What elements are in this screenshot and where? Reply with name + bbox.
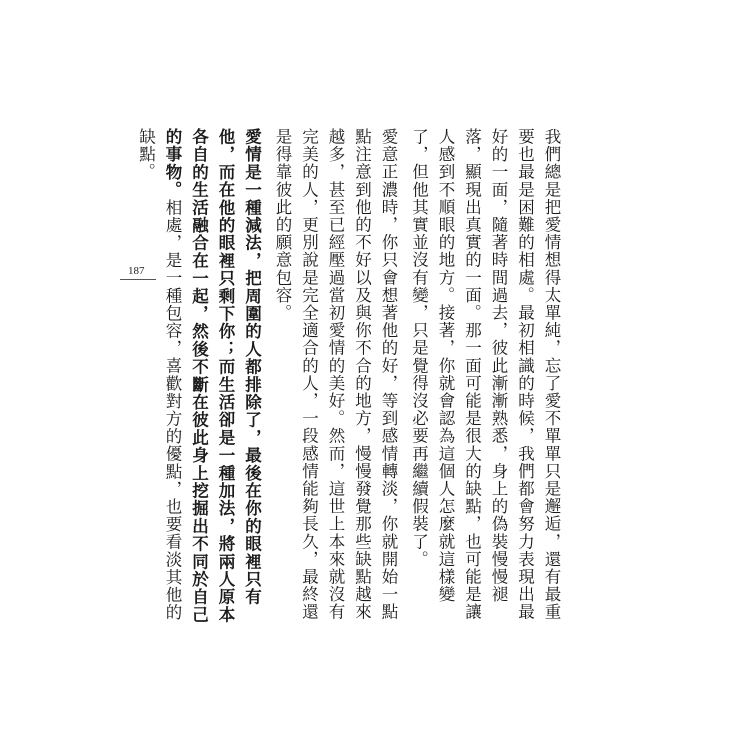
paragraph-3-bold-text: 愛情是一種減法，把周圍的人都排除了，最後在你的眼裡只有他，而在他的眼裡只剩下你；而生活卻是一種加法，將兩人原本各自的生活融合在一起，然後不斷在彼此身上挖掘出不同於自己的事物。 bbox=[163, 128, 262, 624]
paragraph-1-text: 我們總是把愛情想得太單純，忘了愛不單單只是邂逅，還有最重要也最是困難的相處。最初相識的時候，我們都會努力表現出最好的一面，隨著時間過去，彼此漸漸熟悉，身上的偽裝慢慢褪落，顯現出真實的一面。那一面可能是很大的缺點，也可能是讓人感到不順眼的地方。接著，你就會認為這個人怎麼就這樣變了，但他其實並沒有變，只是覺得沒必要再繼續假裝了。 bbox=[409, 128, 561, 621]
paragraph-3-text: 相處，是一種包容，喜歡對方的優點，也要看淡其他的缺點。 bbox=[136, 128, 182, 622]
page-number: 187 bbox=[128, 265, 145, 277]
paragraph-1 bbox=[405, 128, 564, 628]
paragraph-3 bbox=[132, 128, 265, 628]
paragraph-2 bbox=[269, 128, 402, 628]
paragraph-2-text: 愛意正濃時，你只會想著他的好，等到感情轉淡，你就開始一點點注意到他的不好以及與你不合的地方，慢慢發覺那些缺點越來越多，甚至已經壓過當初愛情的美好。然而，這世上本來就沒有完美的人，更別說是完全適合的人，一段感情能夠長久，最終還是得靠彼此的願意包容。 bbox=[273, 128, 398, 621]
